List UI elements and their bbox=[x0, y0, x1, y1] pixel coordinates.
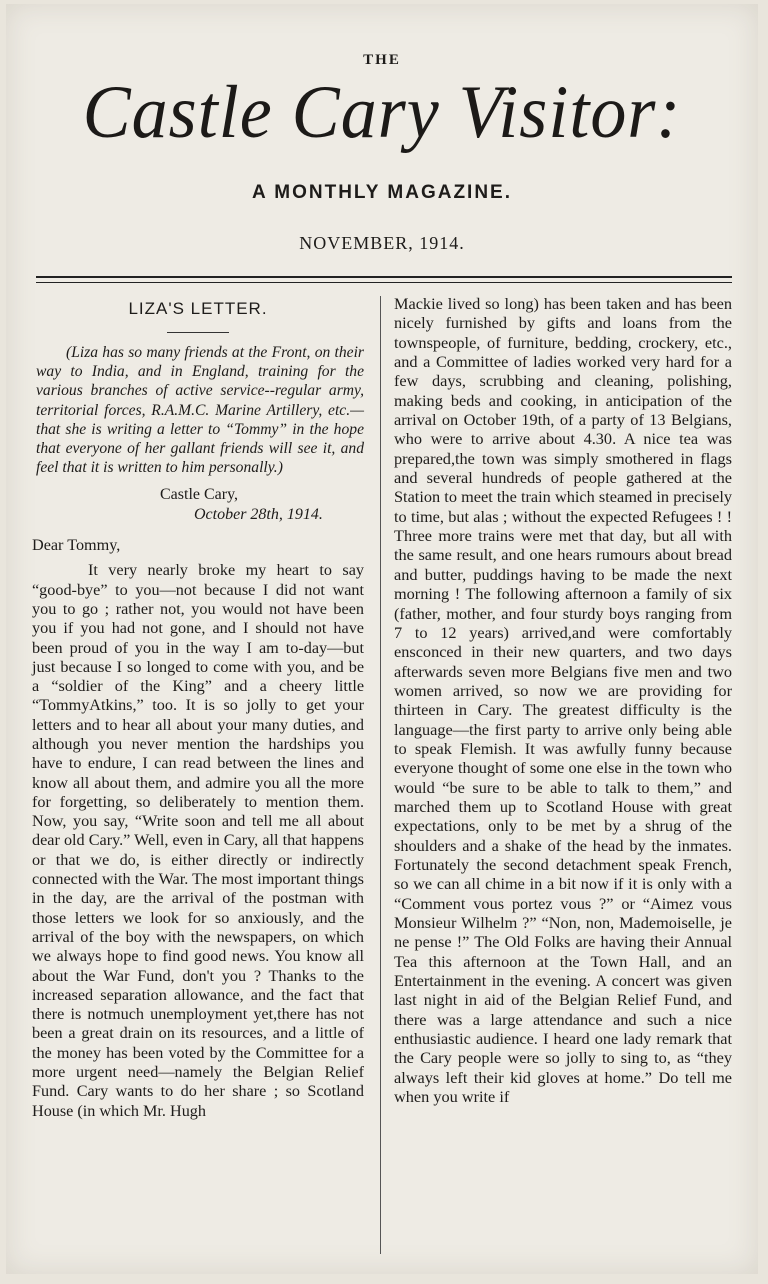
column-divider bbox=[380, 296, 381, 1254]
masthead-the: THE bbox=[363, 52, 401, 68]
magazine-page bbox=[6, 4, 758, 1274]
issue-date: NOVEMBER, 1914. bbox=[299, 233, 465, 253]
article-heading: LIZA'S LETTER. bbox=[128, 299, 268, 318]
magazine-subtitle: A MONTHLY MAGAZINE. bbox=[251, 182, 513, 203]
letter-salutation: Dear Tommy, bbox=[32, 536, 121, 555]
letter-body-left: It very nearly broke my heart to say “good-bye” to you—not because I did not want you to go ; rather not, you would not have been you if you had not gone, and I should not have been proud of you in the way I am to-day—but just because I so longed to come with you, and be a “soldier of the King” and a cheery little “TommyAtkins,” too. It is so jolly to get your letters and to hear all about your many duties, and although you never mention the hardships you have to endure, I can read between the lines and know all about them, and admire you all the more for forgetting, so deliberately to mention them. Now, you say, “Write soon and tell me all about dear old Cary.” Well, even in Cary, all that happens or that we do, is either directly or indirectly connected with the War. The most important things in the day, are the arrival of the postman with those letters we look for so anxiously, and the arrival of the boy with the newspapers, on which we always hope to find good news. You know all about the War Fund, don't you ? Thanks to the increased separation allowance, and the fact that there is notmuch unemployment yet,there has not been a great drain on its resources, and a little of the money has been voted by the Committee for a more urgent need—namely the Belgian Relief Fund. Cary wants to do her share ; so Scotland House (in which Mr. Hugh bbox=[32, 561, 364, 1120]
heading-rule bbox=[167, 332, 229, 333]
letter-body-right: Mackie lived so long) has been taken and has been nicely furnished by gifts and loans from the townspeople, of furniture, bedding, crockery, etc., and a Committee of ladies worked very hard for a few days, scrubbing and cleaning, polishing, making beds and cooking, in anticipation of the arrival on October 19th, of a party of 13 Belgians, who were to arrive about 4.30. A nice tea was prepared,the town was simply smothered in flags and several hundreds of people gathered at the Station to meet the train which steamed in precisely to time, but alas ; without the expected Refugees ! ! Three more trains were met that day, but all with the same result, and one hears rumours about bread and butter, puddings having to be made the next morning ! The following afternoon a family of six (father, mother, and four sturdy boys ranging from 7 to 12 years) arrived,and were comfortably ensconced in their new quarters, and two days afterwards seven more Belgians five men and two women arrived, so now we are providing for thirteen in Cary. The greatest difficulty is the language—the first party to arrive only being able to speak Flemish. It was awfully funny because everyone thought of some one else in the town who would “be sure to be able to talk to them,” and marched them up to Scotland House with great expectations, only to be met by a shrug of the shoulders and a shake of the head by the inmates. Fortunately the second detachment speak French, so we can all chime in a bit now if it is only with a “Comment vous portez vous ?” or “Aimez vous Monsieur Wilhelm ?” “Non, non, Mademoiselle, je ne pense !” The Old Folks are having their Annual Tea this afternoon at the Town Hall, and an Entertainment in the evening. A concert was given last night in aid of the Belgian Relief Fund, and there was a large attendance and such a nice enthusiastic audience. I heard one lady remark that the Cary people were so jolly to sing to, as “they always left their kid gloves at home.” Do tell me when you write if bbox=[394, 294, 732, 1107]
magazine-title: Castle Cary Visitor: bbox=[82, 70, 682, 154]
letter-date: October 28th, 1914. bbox=[194, 505, 323, 523]
left-column bbox=[32, 294, 364, 1121]
letter-place: Castle Cary, bbox=[160, 486, 239, 504]
article-intro: (Liza has so many friends at the Front, on their way to India, and in England, training for the various branches of active service--regular army, territorial forces, R.A.M.C. Marine Artillery, etc.— that she is writing a letter to “Tommy” in the hope that everyone of her gallant friends will see it, and feel that it is written to him personally.) bbox=[36, 344, 364, 477]
right-column bbox=[394, 294, 732, 1106]
header-rule-thick bbox=[36, 276, 732, 278]
header-rule-thin bbox=[36, 282, 732, 283]
